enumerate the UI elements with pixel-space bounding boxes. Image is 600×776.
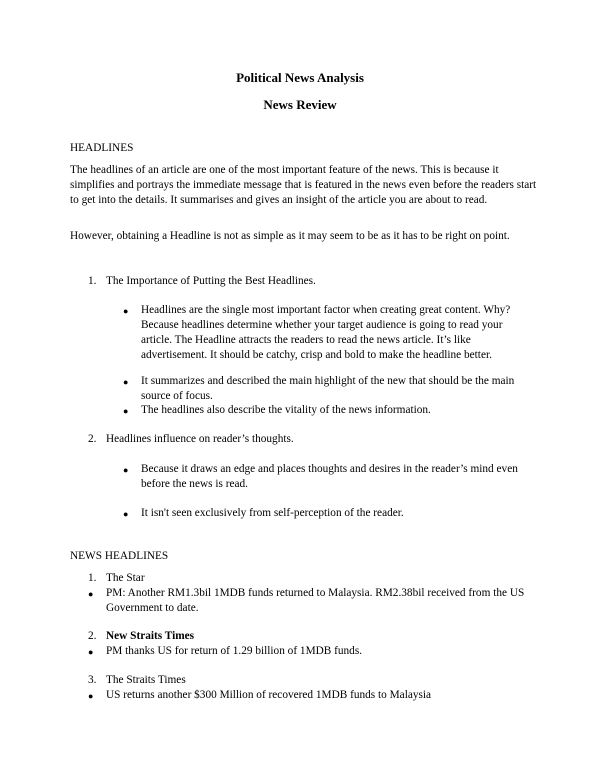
bullet-text: Because it draws an edge and places thoughts and desires in the reader’s mind even before the news is read.: [141, 463, 518, 490]
bullet-icon: ●: [88, 691, 94, 701]
bullet-icon: ●: [123, 509, 129, 519]
news-headline: PM thanks US for return of 1.29 billion of 1MDB funds.: [106, 645, 363, 657]
bullet-icon: ●: [88, 589, 94, 599]
news-number: 2.: [88, 630, 97, 642]
document-title: Political News Analysis: [236, 70, 364, 85]
bullet-text: It isn't seen exclusively from self-perception of the reader.: [141, 507, 404, 519]
bullet-icon: ●: [88, 647, 94, 657]
second-paragraph: However, obtaining a Headline is not as simple as it may seem to be as it has to be right on point.: [70, 230, 510, 242]
news-source: The Straits Times: [106, 674, 186, 686]
news-headline: US returns another $300 Million of recovered 1MDB funds to Malaysia: [106, 689, 432, 701]
news-source: New Straits Times: [106, 630, 195, 642]
bullet-text: It summarizes and described the main highlight of the new that should be the main source of focus.: [141, 375, 515, 402]
list-item-label: The Importance of Putting the Best Headlines.: [106, 275, 316, 287]
bullet-icon: ●: [123, 465, 129, 475]
section-heading-news-headlines: NEWS HEADLINES: [70, 550, 169, 562]
bullet-icon: ●: [123, 406, 129, 416]
bullet-icon: ●: [123, 377, 129, 387]
list-number: 2.: [88, 433, 97, 445]
intro-paragraph: The headlines of an article are one of the most important feature of the news. This is because it simplifies and portrays the immediate message that is featured in the news even before the readers start to get into the details. It summarises and gives an insight of the article you are about to read.: [70, 164, 537, 206]
list-item-label: Headlines influence on reader’s thoughts.: [106, 433, 294, 445]
bullet-icon: ●: [123, 306, 129, 316]
bullet-text: The headlines also describe the vitality of the news information.: [141, 404, 431, 416]
news-number: 1.: [88, 572, 97, 584]
bullet-text: Headlines are the single most important factor when creating great content. Why? Because headlines determine whether your target audience is going to read your article. The Headline attracts the readers to read the news article. It’s like advertisement. It should be catchy, crisp and bold to make the headline better.: [141, 304, 511, 361]
list-number: 1.: [88, 275, 97, 287]
news-headline: PM: Another RM1.3bil 1MDB funds returned to Malaysia. RM2.38bil received from the US Government to date.: [106, 587, 525, 614]
news-number: 3.: [88, 674, 97, 686]
news-source: The Star: [106, 572, 145, 584]
section-heading-headlines: HEADLINES: [70, 142, 134, 154]
document-subtitle: News Review: [263, 97, 337, 112]
